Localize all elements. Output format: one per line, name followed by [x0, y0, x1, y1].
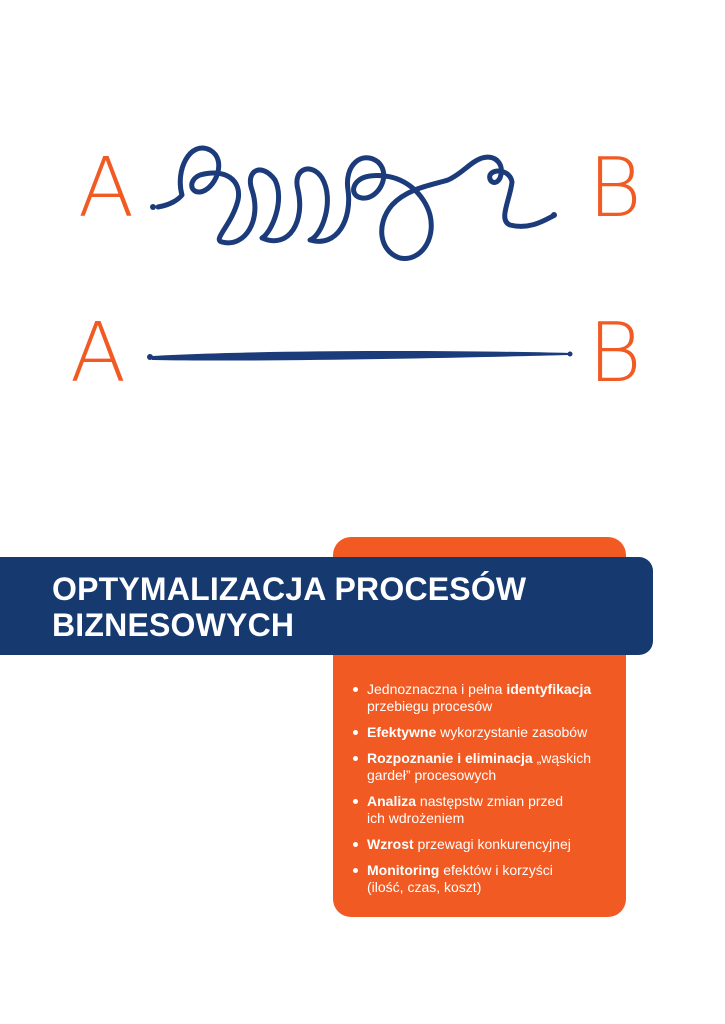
row1-end-letter: B	[588, 141, 642, 236]
list-item-line2: ich wdrożeniem	[367, 810, 465, 826]
list-item-bold: identyfikacja	[506, 681, 592, 697]
page-title-line2: BIZNESOWYCH	[52, 607, 295, 643]
page-title-line1: OPTYMALIZACJA PROCESÓW	[52, 571, 527, 607]
path-illustration	[0, 120, 725, 420]
straight-path-end-dot	[568, 352, 573, 357]
straight-path	[152, 351, 570, 361]
row1-start-letter: A	[78, 141, 135, 236]
list-item	[352, 750, 614, 784]
list-item-text: przewagi konkurencyjnej	[413, 836, 571, 852]
list-item	[352, 862, 614, 896]
list-item-bold: Analiza	[367, 793, 417, 809]
list-item-bold: Monitoring	[367, 862, 440, 878]
list-item	[352, 836, 614, 853]
list-item-text: efektów i korzyści	[439, 862, 553, 878]
list-item-line2: gardeł” procesowych	[367, 767, 497, 783]
list-item-bold: Rozpoznanie i eliminacja	[367, 750, 533, 766]
tangled-path	[158, 148, 553, 258]
list-item	[352, 681, 614, 715]
list-item-bold: Wzrost	[367, 836, 414, 852]
list-item	[352, 793, 614, 827]
list-item-text: wykorzystanie zasobów	[436, 724, 588, 740]
list-item	[352, 724, 614, 741]
benefits-list	[352, 681, 614, 905]
row2-start-letter: A	[70, 306, 127, 401]
page-title	[52, 571, 526, 643]
row2-end-letter: B	[588, 306, 642, 401]
tangled-path-start-dot	[150, 204, 156, 210]
list-item-text: Jednoznaczna i pełna	[367, 681, 507, 697]
list-item-text: „wąskich	[532, 750, 592, 766]
tangled-path-end-dot	[551, 212, 557, 218]
list-item-text: następstw zmian przed	[416, 793, 564, 809]
list-item-bold: Efektywne	[367, 724, 437, 740]
list-item-line2: przebiegu procesów	[367, 698, 493, 714]
list-item-line2: (ilość, czas, koszt)	[367, 879, 482, 895]
